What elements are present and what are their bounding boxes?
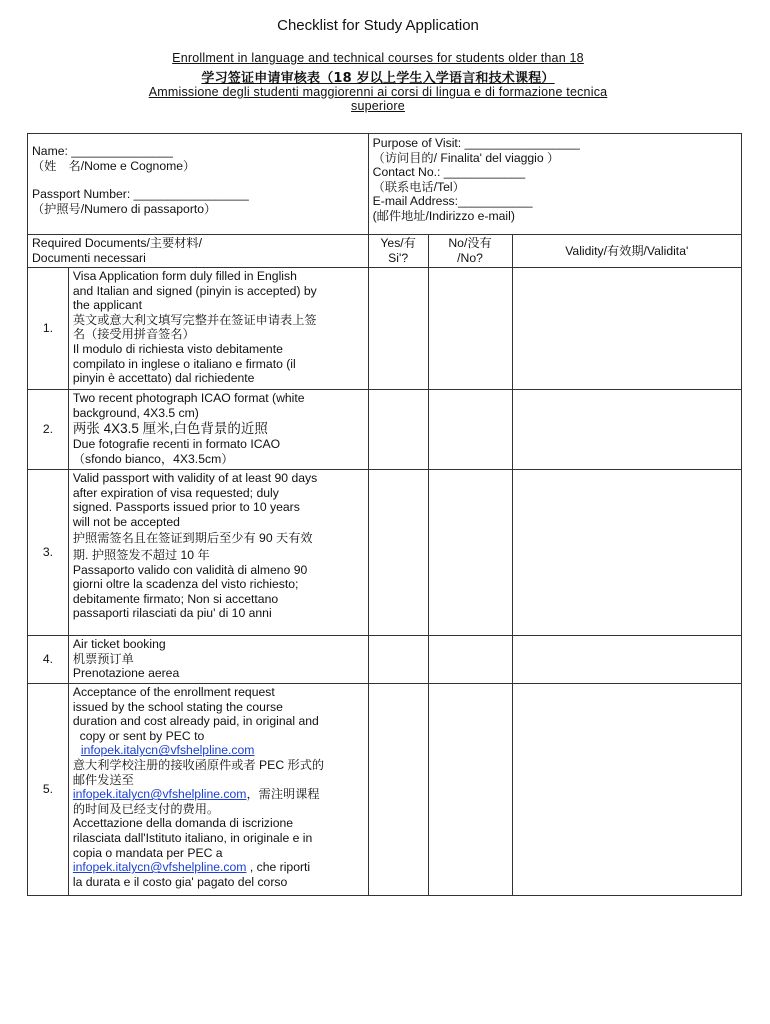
- document-description: [68, 268, 368, 390]
- purpose-field[interactable]: Purpose of Visit: _________________: [372, 136, 580, 150]
- name-field[interactable]: Name: _______________: [32, 144, 173, 158]
- table-row: [28, 390, 742, 470]
- contact-number-label: （联系电话/Tel）: [372, 179, 465, 194]
- description-line: 英文或意大利文填写完整并在签证申请表上签: [72, 312, 317, 327]
- applicant-info-row: [28, 134, 742, 235]
- no-checkbox-cell[interactable]: [428, 268, 512, 390]
- table-row: [28, 268, 742, 390]
- row-number: 4.: [28, 636, 69, 684]
- pec-email-link[interactable]: infopek.italycn@vfshelpline.com: [80, 743, 255, 758]
- description-line: the applicant: [72, 298, 142, 313]
- description-line: （sfondo bianco，4X3.5cm）: [72, 451, 234, 466]
- description-text: , che riporti: [246, 860, 311, 875]
- yes-checkbox-cell[interactable]: [368, 684, 428, 896]
- purpose-field-label: （访问目的/ Finalita' del viaggio ）: [372, 150, 560, 165]
- subtitle-chinese: 学习签证申请审核表（18 岁以上学生入学语言和技术课程）: [201, 71, 555, 86]
- description-line: 护照需签名且在签证到期后至少有 90 天有效: [72, 531, 313, 546]
- description-line: passaporti rilasciati da piu' di 10 anni: [72, 606, 272, 621]
- table-row: [28, 684, 742, 896]
- table-row: [28, 636, 742, 684]
- header-required-documents: [28, 235, 369, 268]
- passport-number-label: （护照号/Numero di passaporto）: [32, 201, 217, 216]
- yes-checkbox-cell[interactable]: [368, 390, 428, 470]
- checklist-table: [27, 133, 742, 896]
- description-line: 两张 4X3.5 厘米,白色背景的近照: [72, 421, 268, 437]
- description-line: 意大利学校注册的接收函原件或者 PEC 形式的: [72, 757, 325, 772]
- applicant-contact-cell: [368, 134, 741, 235]
- description-line: compilato in inglese o italiano e firmato (il: [72, 356, 296, 371]
- description-line: giorni oltre la scadenza del visto richiesto;: [72, 577, 299, 592]
- table-row: [28, 470, 742, 636]
- description-line: debitamente firmato; Non si accettano: [72, 591, 279, 606]
- document-description: [68, 470, 368, 636]
- description-line: 名（接受用拼音签名）: [72, 327, 195, 342]
- header-validity: Validity/有效期/Validita': [512, 235, 742, 268]
- no-checkbox-cell[interactable]: [428, 636, 512, 684]
- description-line: issued by the school stating the course: [72, 699, 283, 714]
- header-docs-line1: Required Documents/主要材料/: [32, 236, 203, 250]
- description-line: 的时间及已经支付的费用。: [72, 801, 220, 816]
- description-line: Valid passport with validity of at least 90 days: [72, 471, 318, 485]
- no-checkbox-cell[interactable]: [428, 684, 512, 896]
- header-yes-line1: Yes/有: [380, 236, 416, 250]
- description-line: copy or sent by PEC to: [72, 728, 205, 743]
- page-title: Checklist for Study Application: [277, 17, 479, 34]
- description-text: ，需注明课程: [246, 787, 320, 802]
- row-number: 1.: [28, 268, 69, 390]
- header-no: [428, 235, 512, 268]
- subtitle-italian-line2: superiore: [351, 99, 405, 113]
- description-line: after expiration of visa requested; duly: [72, 485, 279, 500]
- subtitle-italian-line1: Ammissione degli studenti maggiorenni ai corsi di lingua e di formazione tecnica: [148, 85, 608, 99]
- description-line: Accettazione della domanda di iscrizione: [72, 816, 294, 831]
- validity-cell[interactable]: [512, 390, 742, 470]
- description-line: Acceptance of the enrollment request: [72, 685, 275, 699]
- description-line: copia o mandata per PEC a: [72, 845, 223, 860]
- description-line: and Italian and signed (pinyin is accepted) by: [72, 283, 317, 298]
- header-yes-line2: Si'?: [388, 250, 409, 265]
- yes-checkbox-cell[interactable]: [368, 636, 428, 684]
- validity-cell[interactable]: [512, 636, 742, 684]
- header-docs-line2: Documenti necessari: [32, 250, 146, 265]
- description-line: 机票预订单: [72, 651, 134, 666]
- description-line: Visa Application form duly filled in English: [72, 269, 297, 283]
- document-description: [68, 684, 368, 896]
- document-description: [68, 390, 368, 470]
- description-line: Passaporto valido con validità di almeno 90: [72, 562, 308, 577]
- contact-number-field[interactable]: Contact No.: ____________: [372, 165, 526, 180]
- header-no-line2: /No?: [457, 250, 483, 265]
- description-line: la durata e il costo gia' pagato del corso: [72, 874, 288, 889]
- email-field[interactable]: E-mail Address:___________: [372, 194, 533, 209]
- description-line: Il modulo di richiesta visto debitamente: [72, 341, 283, 356]
- description-line: pinyin è accettato) dal richiedente: [72, 371, 255, 386]
- row-number: 2.: [28, 390, 69, 470]
- description-line: 期. 护照签发不超过 10 年: [72, 547, 210, 562]
- table-header-row: [28, 235, 742, 268]
- description-line: Due fotografie recenti in formato ICAO: [72, 437, 281, 452]
- pec-email-link[interactable]: infopek.italycn@vfshelpline.com: [72, 860, 247, 875]
- description-line: Prenotazione aerea: [72, 666, 180, 681]
- description-line: signed. Passports issued prior to 10 years: [72, 500, 300, 515]
- validity-cell[interactable]: [512, 268, 742, 390]
- description-line: 邮件发送至: [72, 772, 134, 787]
- description-line: Two recent photograph ICAO format (white: [72, 391, 305, 405]
- yes-checkbox-cell[interactable]: [368, 268, 428, 390]
- email-field-label: (邮件地址/Indirizzo e-mail): [372, 208, 515, 223]
- validity-cell[interactable]: [512, 684, 742, 896]
- description-line: rilasciata dall'Istituto italiano, in originale e in: [72, 830, 313, 845]
- applicant-identity-cell: [28, 134, 369, 235]
- name-field-label: （姓 名/Nome e Cognome）: [32, 158, 196, 173]
- header-yes: [368, 235, 428, 268]
- subtitle-english: Enrollment in language and technical courses for students older than 18: [172, 51, 584, 65]
- row-number: 5.: [28, 684, 69, 896]
- description-line: duration and cost already paid, in original and: [72, 714, 319, 729]
- yes-checkbox-cell[interactable]: [368, 470, 428, 636]
- row-number: 3.: [28, 470, 69, 636]
- description-line: Air ticket booking: [72, 637, 166, 651]
- passport-number-field[interactable]: Passport Number: _________________: [32, 187, 249, 202]
- validity-cell[interactable]: [512, 470, 742, 636]
- description-line: background, 4X3.5 cm): [72, 405, 199, 420]
- pec-email-link[interactable]: infopek.italycn@vfshelpline.com: [72, 787, 247, 802]
- header-no-line1: No/没有: [448, 236, 492, 250]
- no-checkbox-cell[interactable]: [428, 470, 512, 636]
- description-line: will not be accepted: [72, 514, 180, 529]
- no-checkbox-cell[interactable]: [428, 390, 512, 470]
- document-description: [68, 636, 368, 684]
